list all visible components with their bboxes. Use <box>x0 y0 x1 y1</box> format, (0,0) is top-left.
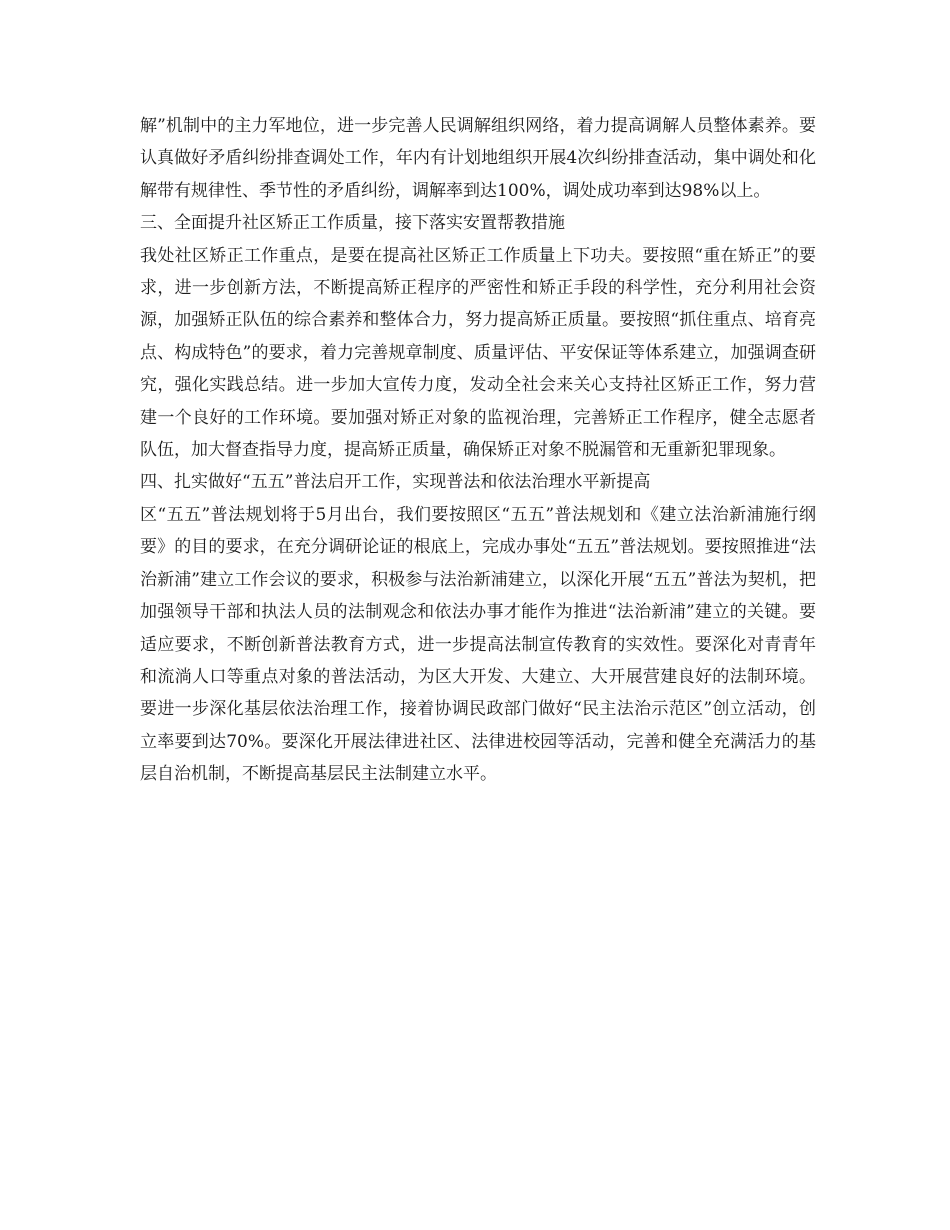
document-body <box>140 110 816 791</box>
paragraph-mediation: 解”机制中的主力军地位，进一步完善人民调解组织网络，着力提高调解人员整体素养。要认真做好矛盾纠纷排查调处工作，年内有计划地组织开展4次纠纷排查活动，集中调处和化解带有规律性、季节性的矛盾纠纷，调解率到达100%，调处成功率到达98%以上。 <box>140 116 816 201</box>
section-heading-4: 四、扎实做好“五五”普法启开工作，实现普法和依法治理水平新提高 <box>140 472 651 493</box>
paragraph-community-correction: 我处社区矫正工作重点，是要在提高社区矫正工作质量上下功夫。要按照“重在矫正”的要求，进一步创新方法，不断提高矫正程序的严密性和矫正手段的科学性，充分利用社会资源，加强矫正队伍的综合素养和整体合力，努力提高矫正质量。要按照“抓住重点、培育亮点、构成特色”的要求，着力完善规章制度、质量评估、平安保证等体系建立，加强调查研究，强化实践总结。进一步加大宣传力度，发动全社会来关心支持社区矫正工作，努力营建一个良好的工作环境。要加强对矫正对象的监视治理，完善矫正工作程序，健全志愿者队伍，加大督查指导力度，提高矫正质量，确保矫正对象不脱漏管和无重新犯罪现象。 <box>140 245 816 461</box>
section-heading-3: 三、全面提升社区矫正工作质量，接下落实安置帮教措施 <box>140 213 565 234</box>
paragraph-legal-education: 区“五五”普法规划将于5月出台，我们要按照区“五五”普法规划和《建立法治新浦施行纲要》的目的要求，在充分调研论证的根底上，完成办事处“五五”普法规划。要按照推进“法治新浦”建立工作会议的要求，积极参与法治新浦建立，以深化开展“五五”普法为契机，把加强领导干部和执法人员的法制观念和依法办事才能作为推进“法治新浦”建立的关键。要适应要求，不断创新普法教育方式，进一步提高法制宣传教育的实效性。要深化对青青年和流淌人口等重点对象的普法活动，为区大开发、大建立、大开展营建良好的法制环境。要进一步深化基层依法治理工作，接着协调民政部门做好“民主法治示范区”创立活动，创立率要到达70%。要深化开展法律进社区、法律进校园等活动，完善和健全充满活力的基层自治机制，不断提高基层民主法制建立水平。 <box>140 504 816 785</box>
